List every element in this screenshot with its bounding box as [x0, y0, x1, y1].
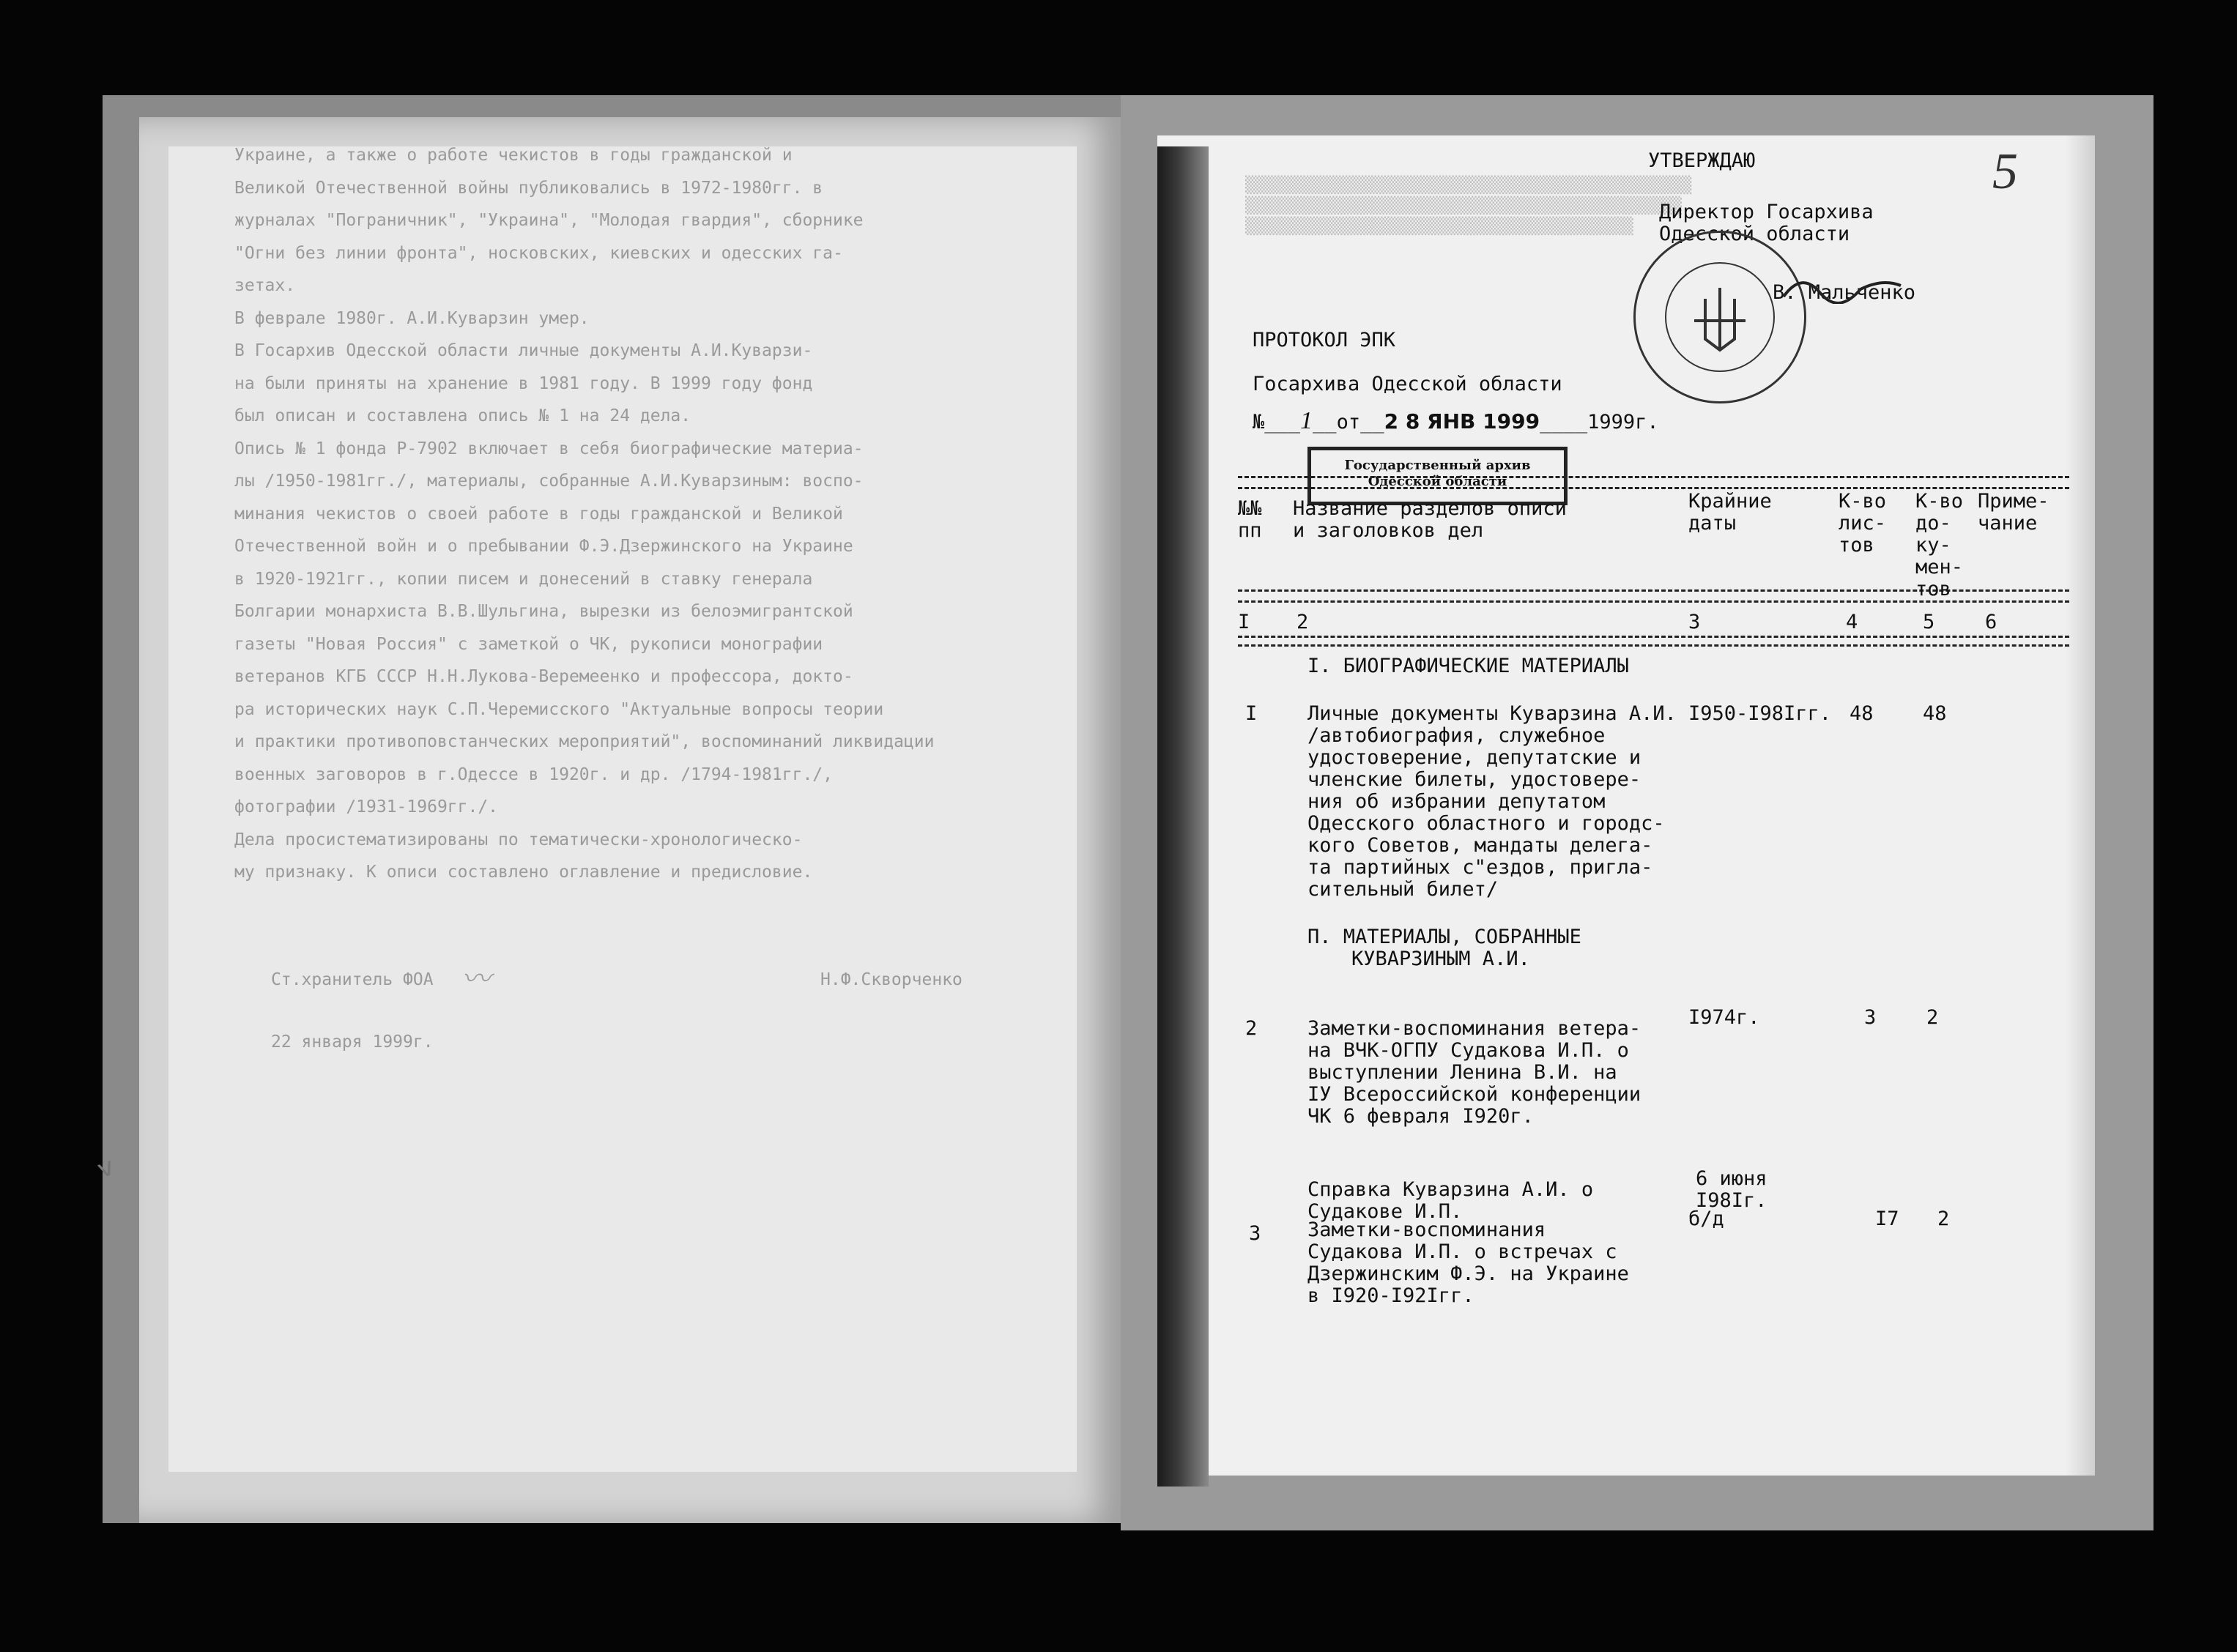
row2-title-line: IУ Всероссийской конференции	[1307, 1083, 1641, 1106]
left-page-line: Отечественной войн и о пребывании Ф.Э.Дзержинского на Украине	[234, 537, 853, 556]
row3-title	[1307, 1219, 1629, 1307]
colnum-4: 4	[1846, 611, 1858, 633]
left-page-line: фотографии /1931-1969гг./.	[234, 797, 499, 816]
row1-title	[1307, 703, 1677, 901]
row1-title-line: ния об избрании депутатом	[1307, 790, 1606, 813]
row3-title-line: Судакова И.П. о встречах с	[1307, 1240, 1617, 1263]
protocol-title: ПРОТОКОЛ ЭПК	[1253, 329, 1396, 351]
header-docs-l4: мен-	[1915, 556, 1964, 578]
row3-title-line: Дзержинским Ф.Э. на Украине	[1307, 1262, 1629, 1285]
header-col-docs	[1915, 491, 1963, 600]
row2b-dates	[1696, 1168, 1767, 1212]
header-col-sheets	[1839, 491, 1886, 557]
row3-num: 3	[1249, 1222, 1261, 1245]
archive-stamp-line2: Одесской области	[1368, 474, 1507, 489]
table-rule-top2	[1238, 487, 2069, 489]
row3-title-line: Заметки-воспоминания	[1307, 1218, 1546, 1241]
row1-title-line: сительный билет/	[1307, 878, 1499, 901]
protocol-org: Госархива Одесской области	[1253, 373, 1562, 395]
left-page-line: газеты "Новая Россия" с заметкой о ЧК, рукописи монографии	[234, 634, 823, 654]
row2-dates: I974г.	[1688, 1006, 1760, 1029]
row2-title-line: ЧК 6 февраля I920г.	[1307, 1105, 1534, 1128]
page-number: 5	[1992, 144, 2018, 200]
table-rule-numbering2	[1238, 644, 2069, 647]
margin-mark: ᵛ	[87, 1146, 130, 1205]
row1-title-line: кого Советов, мандаты делега-	[1307, 834, 1653, 857]
colnum-6: 6	[1985, 611, 1997, 633]
row2-title-line: на ВЧК-ОГПУ Судакова И.П. о	[1307, 1039, 1629, 1062]
left-page-line: Болгарии монархиста В.В.Шульгина, вырезки из белоэмигрантской	[234, 602, 853, 621]
official-seal	[1633, 231, 1806, 403]
table-rule-header-bottom2	[1238, 600, 2069, 603]
section2-line1: П. МАТЕРИАЛЫ, СОБРАННЫЕ	[1307, 926, 1581, 948]
row1-docs: 48	[1923, 702, 1947, 725]
row2b-title	[1307, 1179, 1593, 1223]
left-page-line: был описан и составлена опись № 1 на 24 дела.	[234, 406, 691, 425]
row1-sheets: 48	[1850, 702, 1874, 725]
left-page-line: Великой Отечественной войны публиковались в 1972-1980гг. в	[234, 178, 823, 198]
row1-title-line: /автобиография, служебное	[1307, 724, 1606, 747]
colnum-5: 5	[1923, 611, 1935, 633]
row1-title-line: Одесского областного и городс-	[1307, 812, 1665, 835]
table-rule-top	[1238, 476, 2069, 478]
left-page-line: минания чекистов о своей работе в годы гражданской и Великой	[234, 504, 843, 524]
left-page-line: му признаку. К описи составлено оглавление и предисловие.	[234, 863, 813, 882]
handwritten-signature: 〰	[461, 962, 491, 995]
section-heading-1: I. БИОГРАФИЧЕСКИЕ МАТЕРИАЛЫ	[1307, 655, 1629, 677]
header-docs-l5: тов	[1915, 578, 1951, 600]
protocol-number-line: №___1__от__2 8 ЯНВ 1999____1999г.	[1253, 407, 1659, 434]
row2b-title-l2: Судакове И.П.	[1307, 1200, 1463, 1223]
trident-emblem-icon	[1636, 233, 1804, 401]
left-page-line: Опись № 1 фонда Р-7902 включает в себя биографические материа-	[234, 439, 864, 458]
archive-stamp-line1: Государственный архив	[1344, 458, 1531, 473]
header-sheets-l3: тов	[1839, 534, 1874, 557]
signature-name: Н.Ф.Скворченко	[820, 970, 962, 989]
row2-title	[1307, 1018, 1641, 1128]
header-notes-l2: чание	[1978, 512, 2038, 535]
left-page-line: и практики противоповстанческих мероприятий", воспоминаний ликвидации	[234, 732, 935, 751]
left-page-line: зетах.	[234, 276, 296, 295]
row2-title-line: Заметки-воспоминания ветера-	[1307, 1017, 1641, 1040]
header-num-l1: №№	[1238, 497, 1262, 520]
left-page-line: журналах "Пограничник", "Украина", "Молодая гвардия", сборнике	[234, 211, 864, 230]
header-title-l2: и заголовков дел	[1293, 519, 1484, 542]
director-title: Директор Госархива	[1659, 201, 1874, 223]
left-page-line: на были приняты на хранение в 1981 году. В 1999 году фонд	[234, 373, 813, 393]
header-col-dates	[1688, 491, 1772, 535]
colnum-2: 2	[1296, 611, 1309, 633]
header-docs-l3: ку-	[1915, 534, 1951, 557]
left-page-line: военных заговоров в г.Одессе в 1920г. и др. /1794-1981гг./,	[234, 764, 833, 784]
header-sheets-l2: лис-	[1839, 512, 1887, 535]
row1-title-line: удостоверение, депутатские и	[1307, 746, 1641, 769]
bleed-through-text: ▒▒▒▒▒▒▒▒▒▒▒▒▒▒▒▒▒▒▒▒▒▒▒▒▒▒▒▒▒▒▒▒▒▒▒▒▒▒▒▒▒▒▒▒▒▒ ▒▒▒▒▒▒▒▒▒▒▒▒▒▒▒▒▒▒▒▒▒▒▒▒▒▒▒▒▒▒▒▒▒▒▒▒▒▒▒▒▒▒▒▒▒ ▒▒▒▒▒▒▒▒▒▒▒▒▒▒▒▒▒▒▒▒▒▒▒▒▒▒▒▒▒▒▒▒▒▒▒▒▒▒▒▒	[1245, 176, 1692, 236]
row2-title-line: выступлении Ленина В.И. на	[1307, 1061, 1617, 1084]
row2-num: 2	[1245, 1017, 1258, 1040]
row3-docs: 2	[1937, 1208, 1950, 1230]
row1-num: I	[1245, 702, 1258, 725]
number-label: №	[1253, 411, 1265, 434]
header-col-title	[1293, 498, 1567, 542]
row3-sheets: I7	[1875, 1208, 1899, 1230]
section-heading-2	[1307, 926, 1581, 970]
approve-label: УТВЕРЖДАЮ	[1648, 149, 1756, 172]
row1-title-line: членские билеты, удостовере-	[1307, 768, 1641, 791]
protocol-number: 1	[1300, 407, 1313, 434]
header-col-notes	[1978, 491, 2049, 535]
header-docs-l2: до-	[1915, 512, 1951, 535]
left-page-text	[234, 139, 1069, 889]
left-page-date: 22 января 1999г.	[271, 1032, 434, 1052]
row2b-title-l1: Справка Куварзина А.И. о	[1307, 1178, 1594, 1201]
left-page-line: в 1920-1921гг., копии писем и донесений в ставку генерала	[234, 569, 813, 589]
row1-dates: I950-I98Iгг.	[1688, 702, 1832, 725]
page-edge	[2066, 135, 2095, 1476]
left-page-line: ра исторических наук С.П.Черемисского "Актуальные вопросы теории	[234, 699, 884, 719]
row2-sheets: 3	[1864, 1006, 1877, 1029]
left-page-line: Дела просистематизированы по тематически-хронологическо-	[234, 830, 803, 849]
header-notes-l1: Приме-	[1978, 490, 2049, 513]
director-name-text: В. Мальченко	[1773, 281, 1916, 304]
left-page-line: Украине, а также о работе чекистов в годы гражданской и	[234, 146, 793, 165]
row2b-dates-l2: I98Iг.	[1696, 1189, 1767, 1212]
colnum-3: 3	[1688, 611, 1701, 633]
left-page-line: ветеранов КГБ СССР Н.Н.Лукова-Веремеенко и профессора, докто-	[234, 667, 853, 686]
from-label: от	[1336, 411, 1361, 434]
signature-role: Ст.хранитель ФОА	[271, 970, 434, 989]
row2-docs: 2	[1926, 1006, 1939, 1029]
colnum-1: I	[1238, 611, 1250, 633]
date-stamp: 2 8 ЯНВ 1999	[1384, 409, 1540, 434]
protocol-year: 1999г.	[1587, 411, 1659, 434]
row3-title-line: в I920-I92Iгг.	[1307, 1284, 1474, 1307]
left-page-line: "Огни без линии фронта", носковских, киевских и одесских га-	[234, 243, 843, 263]
header-docs-l1: К-во	[1915, 490, 1964, 513]
header-num-l2: пп	[1238, 519, 1262, 542]
left-page-line: В Госархив Одесской области личные документы А.И.Куварзи-	[234, 341, 813, 360]
row2b-dates-l1: 6 июня	[1696, 1167, 1767, 1190]
row1-title-line: Личные документы Куварзина А.И.	[1307, 702, 1677, 725]
header-sheets-l1: К-во	[1839, 490, 1887, 513]
director-org: Одесской области	[1659, 223, 1850, 245]
left-page-line: лы /1950-1981гг./, материалы, собранные А.И.Куварзиным: воспо-	[234, 472, 864, 491]
section2-line2: КУВАРЗИНЫМ А.И.	[1351, 948, 1530, 970]
row3-dates: б/д	[1688, 1208, 1724, 1230]
table-rule-numbering	[1238, 636, 2069, 638]
header-col-num	[1238, 498, 1262, 542]
row1-title-line: та партийных с"ездов, пригла-	[1307, 856, 1653, 879]
header-dates-l1: Крайние	[1688, 490, 1772, 513]
approval-block	[1648, 150, 1755, 172]
director-signature	[1780, 275, 1904, 304]
left-page-line: В феврале 1980г. А.И.Куварзин умер.	[234, 308, 590, 328]
header-dates-l2: даты	[1688, 512, 1737, 535]
page-gutter-shadow	[1157, 146, 1209, 1487]
header-title-l1: Название разделов описи	[1293, 497, 1567, 520]
